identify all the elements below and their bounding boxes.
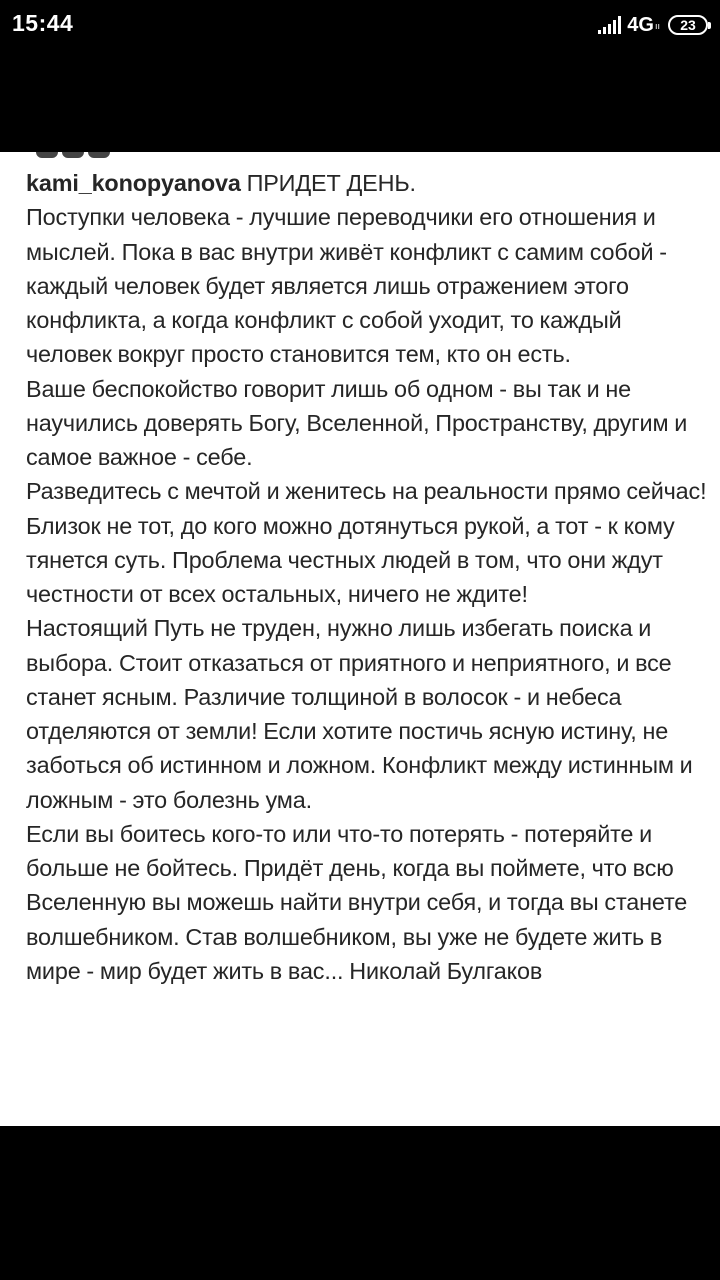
post-content [0,152,720,1126]
status-icons [598,12,708,38]
header-area [0,54,720,152]
caption-paragraph: Разведитесь с мечтой и женитесь на реальности прямо сейчас! Близок не тот, до кого можно дотянуться рукой, а тот - к кому тянется суть. Проблема честных людей в том, что они ждут честности от всех остальных, ничего не ждите! [26,478,707,607]
signal-icon [598,16,621,34]
avatar [88,152,110,158]
status-bar [0,0,720,54]
caption-header [26,166,712,200]
caption-paragraph: Настоящий Путь не труден, нужно лишь избегать поиска и выбора. Стоит отказаться от приятного и неприятного, и все станет ясным. Различие толщиной в волосок - и небеса отделяются от земли! Если хотите постичь ясную истину, не заботься об истинном и ложном. Конфликт между истинным и ложным - это болезнь ума. [26,615,693,813]
bottom-area [0,1126,720,1280]
caption-paragraph: Ваше беспокойство говорит лишь об одном - вы так и не научились доверять Богу, Вселенной, Пространству, другим и самое важное - себе. [26,375,688,470]
status-time: 15:44 [12,10,74,36]
network-type: $4G^{ıı}$ [627,13,660,36]
caption-paragraph: Если вы боитесь кого-то или что-то потерять - потеряйте и больше не бойтесь. Придёт день, когда вы поймете, что всю Вселенную вы можешь найти внутри себя, и тогда вы станете волшебником. Став волшебником, вы уже не будете жить в мире - мир будет жить в вас... Николай Булгаков [26,820,688,984]
network-activity: ıı [654,20,660,31]
username-link[interactable]: kami_konopyanova [26,170,241,196]
battery-level: 23 [680,17,696,33]
post-title: ПРИДЕТ ДЕНЬ. [246,170,416,196]
post-caption [26,166,712,988]
liked-by-avatars[interactable] [36,152,110,158]
battery-icon [668,15,708,35]
avatar [36,152,58,158]
avatar [62,152,84,158]
caption-paragraph: Поступки человека - лучшие переводчики его отношения и мыслей. Пока в вас внутри живёт конфликт с самим собой - каждый человек будет является лишь отражением этого конфликта, а когда конфликт с собой уходит, то каждый человек вокруг просто становится тем, кто он есть. [26,204,667,368]
